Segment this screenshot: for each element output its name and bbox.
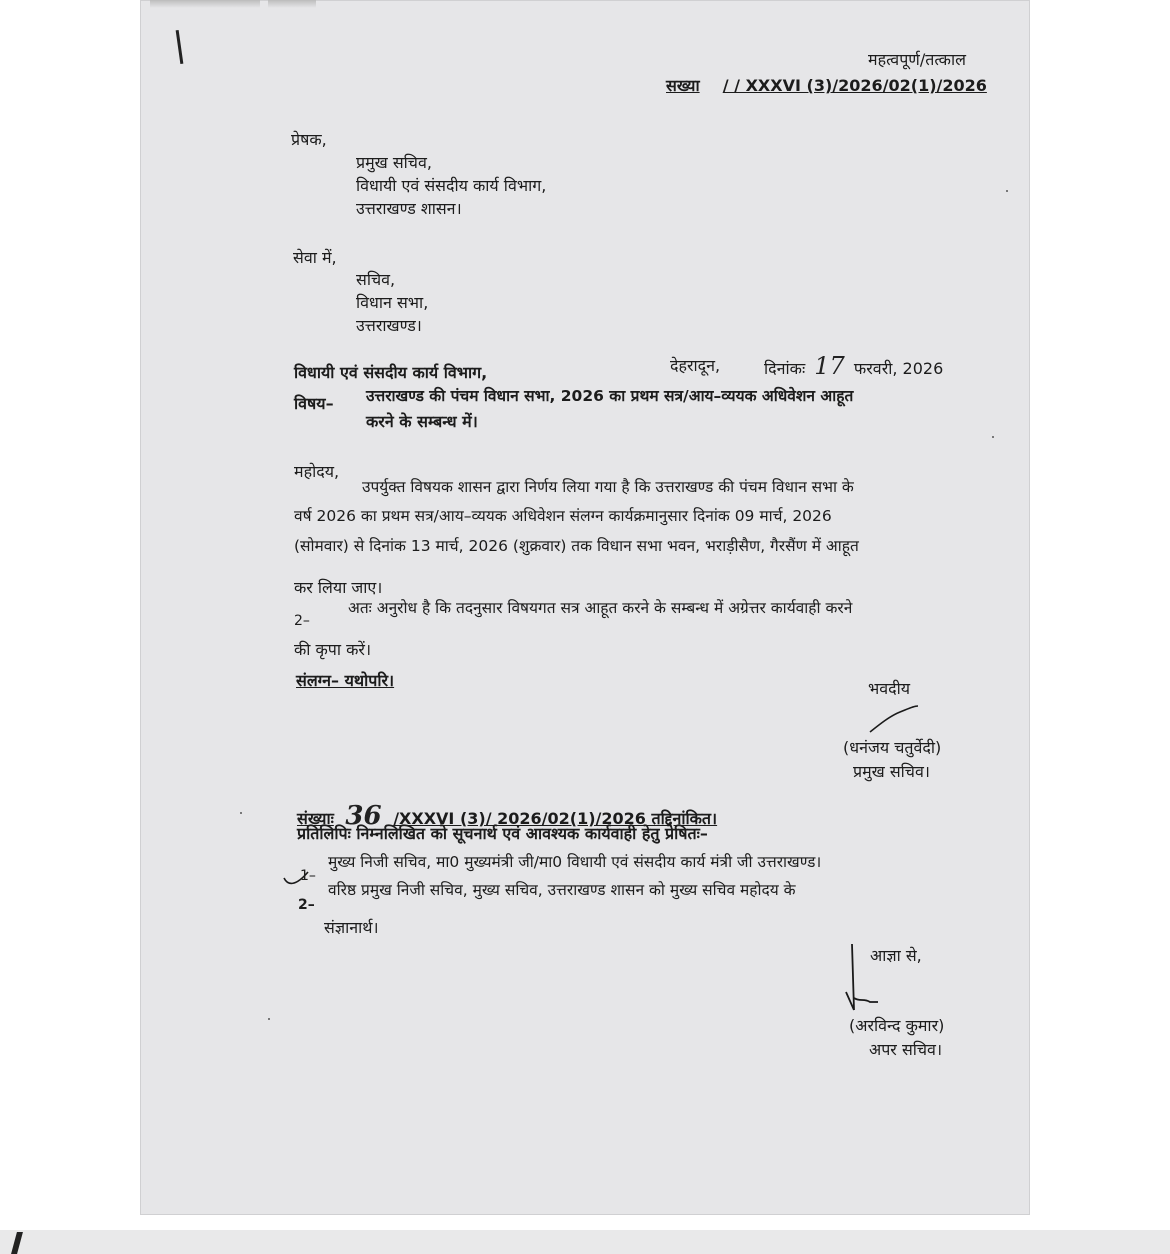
sender-line: विधायी एवं संसदीय कार्य विभाग,	[356, 176, 547, 195]
reference-label: सख्या	[666, 76, 700, 95]
speck	[268, 1018, 270, 1020]
date-rest: फरवरी, 2026	[853, 359, 944, 378]
salutation: महोदय,	[294, 462, 340, 481]
priority-label: महत्वपूर्ण/तत्काल	[868, 50, 966, 69]
sender-line: उत्तराखण्ड शासन।	[356, 199, 462, 218]
signatory-name: (अरविन्द कुमार)	[849, 1016, 945, 1035]
date-line	[764, 352, 944, 380]
sender-label: प्रेषक,	[291, 130, 327, 149]
copy-heading: प्रतिलिपिः निम्नलिखित को सूचनार्थ एवं आवश्यक कार्यवाही हेतु प्रेषितः–	[297, 824, 708, 843]
sender-line: प्रमुख सचिव,	[356, 153, 432, 172]
recipient-line: विधान सभा,	[356, 293, 429, 312]
paper-scuff	[268, 0, 316, 8]
copy-item-number: 2–	[298, 897, 315, 913]
department-name: विधायी एवं संसदीय कार्य विभाग,	[294, 363, 488, 382]
enclosure-note: संलग्न– यथोपरि।	[296, 671, 395, 690]
copy-item-text: संज्ञानार्थ।	[324, 918, 379, 937]
speck	[992, 436, 994, 438]
subject-line: उत्तराखण्ड की पंचम विधान सभा, 2026 का प्रथम सत्र/आय–व्ययक अधिवेशन आहूत	[366, 387, 854, 405]
paragraph-number: 2–	[294, 613, 310, 629]
date-label: दिनांकः	[764, 359, 806, 378]
reference-number	[666, 76, 987, 96]
place-name: देहरादून,	[670, 356, 721, 375]
paper-scuff	[150, 0, 260, 8]
paragraph-line: (सोमवार) से दिनांक 13 मार्च, 2026 (शुक्रवार) तक विधान सभा भवन, भराड़ीसैण, गैरसैंण में आहूत	[294, 537, 859, 555]
signatory-name: (धनंजय चतुर्वेदी)	[843, 738, 942, 757]
copy-ref-label: संख्याः	[297, 809, 334, 828]
recipient-line: सचिव,	[356, 270, 396, 289]
closing-text: भवदीय	[868, 679, 911, 698]
recipient-label: सेवा में,	[293, 248, 337, 267]
signature-scribble-1	[866, 702, 922, 736]
copy-ref-code: /XXXVI (3)/ 2026/02(1)/2026 तद्दिनांकित।	[393, 809, 718, 828]
subject-line: करने के सम्बन्ध में।	[366, 412, 478, 431]
copy-item-text: मुख्य निजी सचिव, मा0 मुख्यमंत्री जी/मा0 विधायी एवं संसदीय कार्य मंत्री जी उत्तराखण्ड।	[328, 853, 822, 871]
copy-ref-handwritten: 36	[345, 801, 382, 831]
copy-item-number: 1–	[300, 868, 316, 884]
paragraph-line: अतः अनुरोध है कि तदनुसार विषयगत सत्र आहूत करने के सम्बन्ध में अग्रेत्तर कार्यवाही करने	[348, 599, 853, 617]
recipient-line: उत्तराखण्ड।	[356, 316, 422, 335]
subject-label: विषय–	[294, 394, 334, 413]
signatory-designation: अपर सचिव।	[869, 1040, 943, 1059]
paragraph-line: उपर्युक्त विषयक शासन द्वारा निर्णय लिया गया है कि उत्तराखण्ड की पंचम विधान सभा के	[362, 478, 854, 496]
paragraph-line: की कृपा करें।	[294, 640, 372, 659]
speck	[240, 812, 242, 814]
reference-code: / / XXXVI (3)/2026/02(1)/2026	[722, 76, 987, 95]
signatory-designation: प्रमुख सचिव।	[853, 762, 930, 781]
copy-item-text: वरिष्ठ प्रमुख निजी सचिव, मुख्य सचिव, उत्तराखण्ड शासन को मुख्य सचिव महोदय के	[328, 881, 796, 899]
speck	[1006, 190, 1008, 192]
date-handwritten: 17	[814, 352, 845, 380]
paragraph-line: वर्ष 2026 का प्रथम सत्र/आय–व्ययक अधिवेशन संलग्न कार्यक्रमानुसार दिनांक 09 मार्च, 2026	[294, 507, 832, 525]
order-closing: आज्ञा से,	[870, 946, 922, 965]
paragraph-line: कर लिया जाए।	[294, 578, 383, 597]
bottom-strip	[0, 1230, 1170, 1254]
